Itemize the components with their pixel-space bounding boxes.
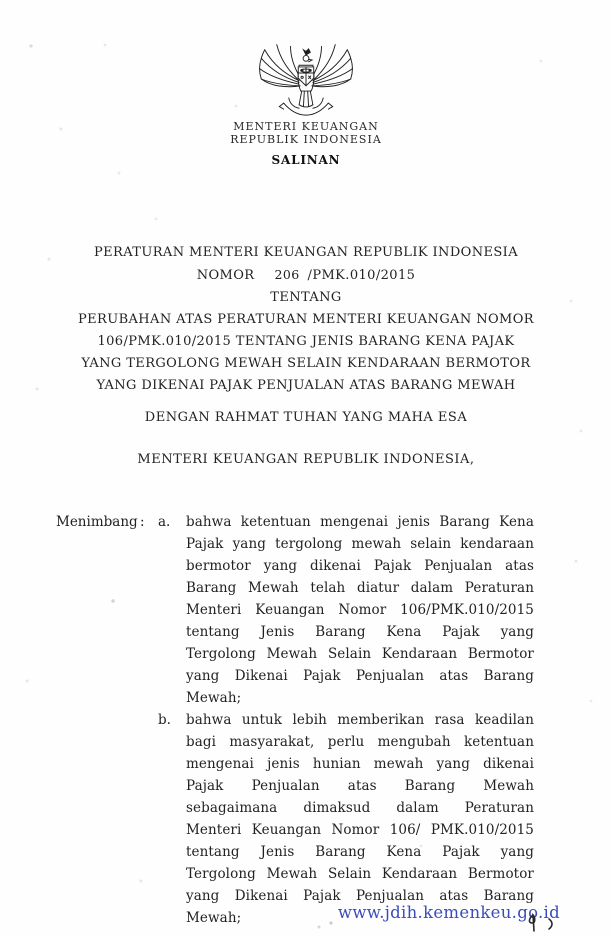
- regulation-subject-line: YANG TERGOLONG MEWAH SELAIN KENDARAAN BERMOTOR: [81, 356, 531, 371]
- considering-colon: :: [140, 514, 145, 530]
- considering-item-a: [158, 511, 534, 709]
- item-text: bahwa ketentuan mengenai jenis Barang Kena Pajak yang tergolong mewah selain kendaraan bermotor yang dikenai Pajak Penjualan atas Barang Mewah telah diatur dalam Peraturan Menteri Keuangan Nomor 106/PMK.010/2015 tentang Jenis Barang Kena Pajak yang Tergolong Mewah Selain Kendaraan Bermotor yang Dikenai Pajak Penjualan atas Barang Mewah;: [186, 514, 534, 706]
- regulation-subject-line: 106/PMK.010/2015 TENTANG JENIS BARANG KENA PAJAK: [97, 334, 515, 349]
- considering-label: Menimbang: [56, 514, 138, 530]
- considering-section: [56, 511, 534, 929]
- regulation-subject-line: PERUBAHAN ATAS PERATURAN MENTERI KEUANGAN NOMOR: [77, 312, 534, 327]
- regulation-subject-line: YANG DIKENAI PAJAK PENJUALAN ATAS BARANG MEWAH: [96, 378, 516, 393]
- invocation-line: DENGAN RAHMAT TUHAN YANG MAHA ESA: [144, 410, 468, 425]
- regulation-number-line: [0, 264, 612, 287]
- jdih-website-link[interactable]: www.jdih.kemenkeu.go.id: [337, 903, 560, 922]
- copy-stamp-label: SALINAN: [271, 153, 341, 167]
- garuda-pancasila-emblem: [252, 36, 360, 122]
- ministry-name-line1: MENTERI KEUANGAN: [233, 120, 379, 133]
- nomor-value: 206: [274, 267, 300, 282]
- pen-mark: [525, 913, 567, 935]
- tentang-label: TENTANG: [270, 290, 342, 305]
- issuer-line: MENTERI KEUANGAN REPUBLIK INDONESIA,: [137, 452, 475, 467]
- ministry-name-line2: REPUBLIK INDONESIA: [230, 133, 382, 146]
- scan-noise: [0, 0, 2, 2]
- item-text: bahwa untuk lebih memberikan rasa keadilan bagi masyarakat, perlu mengubah ketentuan mengenai jenis hunian mewah yang dikenai Pajak Penjualan atas Barang Mewah sebagaimana dimaksud dalam Peraturan Menteri Keuangan Nomor 106/ PMK.010/2015 tentang Jenis Barang Kena Pajak yang Tergolong Mewah Selain Kendaraan Bermotor yang Dikenai Pajak Penjualan atas Barang Mewah;: [186, 712, 534, 926]
- item-label: a.: [158, 514, 171, 530]
- regulation-title-line: PERATURAN MENTERI KEUANGAN REPUBLIK INDONESIA: [93, 245, 518, 260]
- nomor-suffix: /PMK.010/2015: [307, 268, 416, 283]
- considering-item-b: [158, 709, 534, 929]
- considering-items: [158, 511, 534, 929]
- ministry-letterhead: [0, 120, 612, 146]
- nomor-label: NOMOR: [196, 268, 255, 283]
- item-label: b.: [158, 712, 171, 728]
- regulation-title-block: [0, 242, 612, 397]
